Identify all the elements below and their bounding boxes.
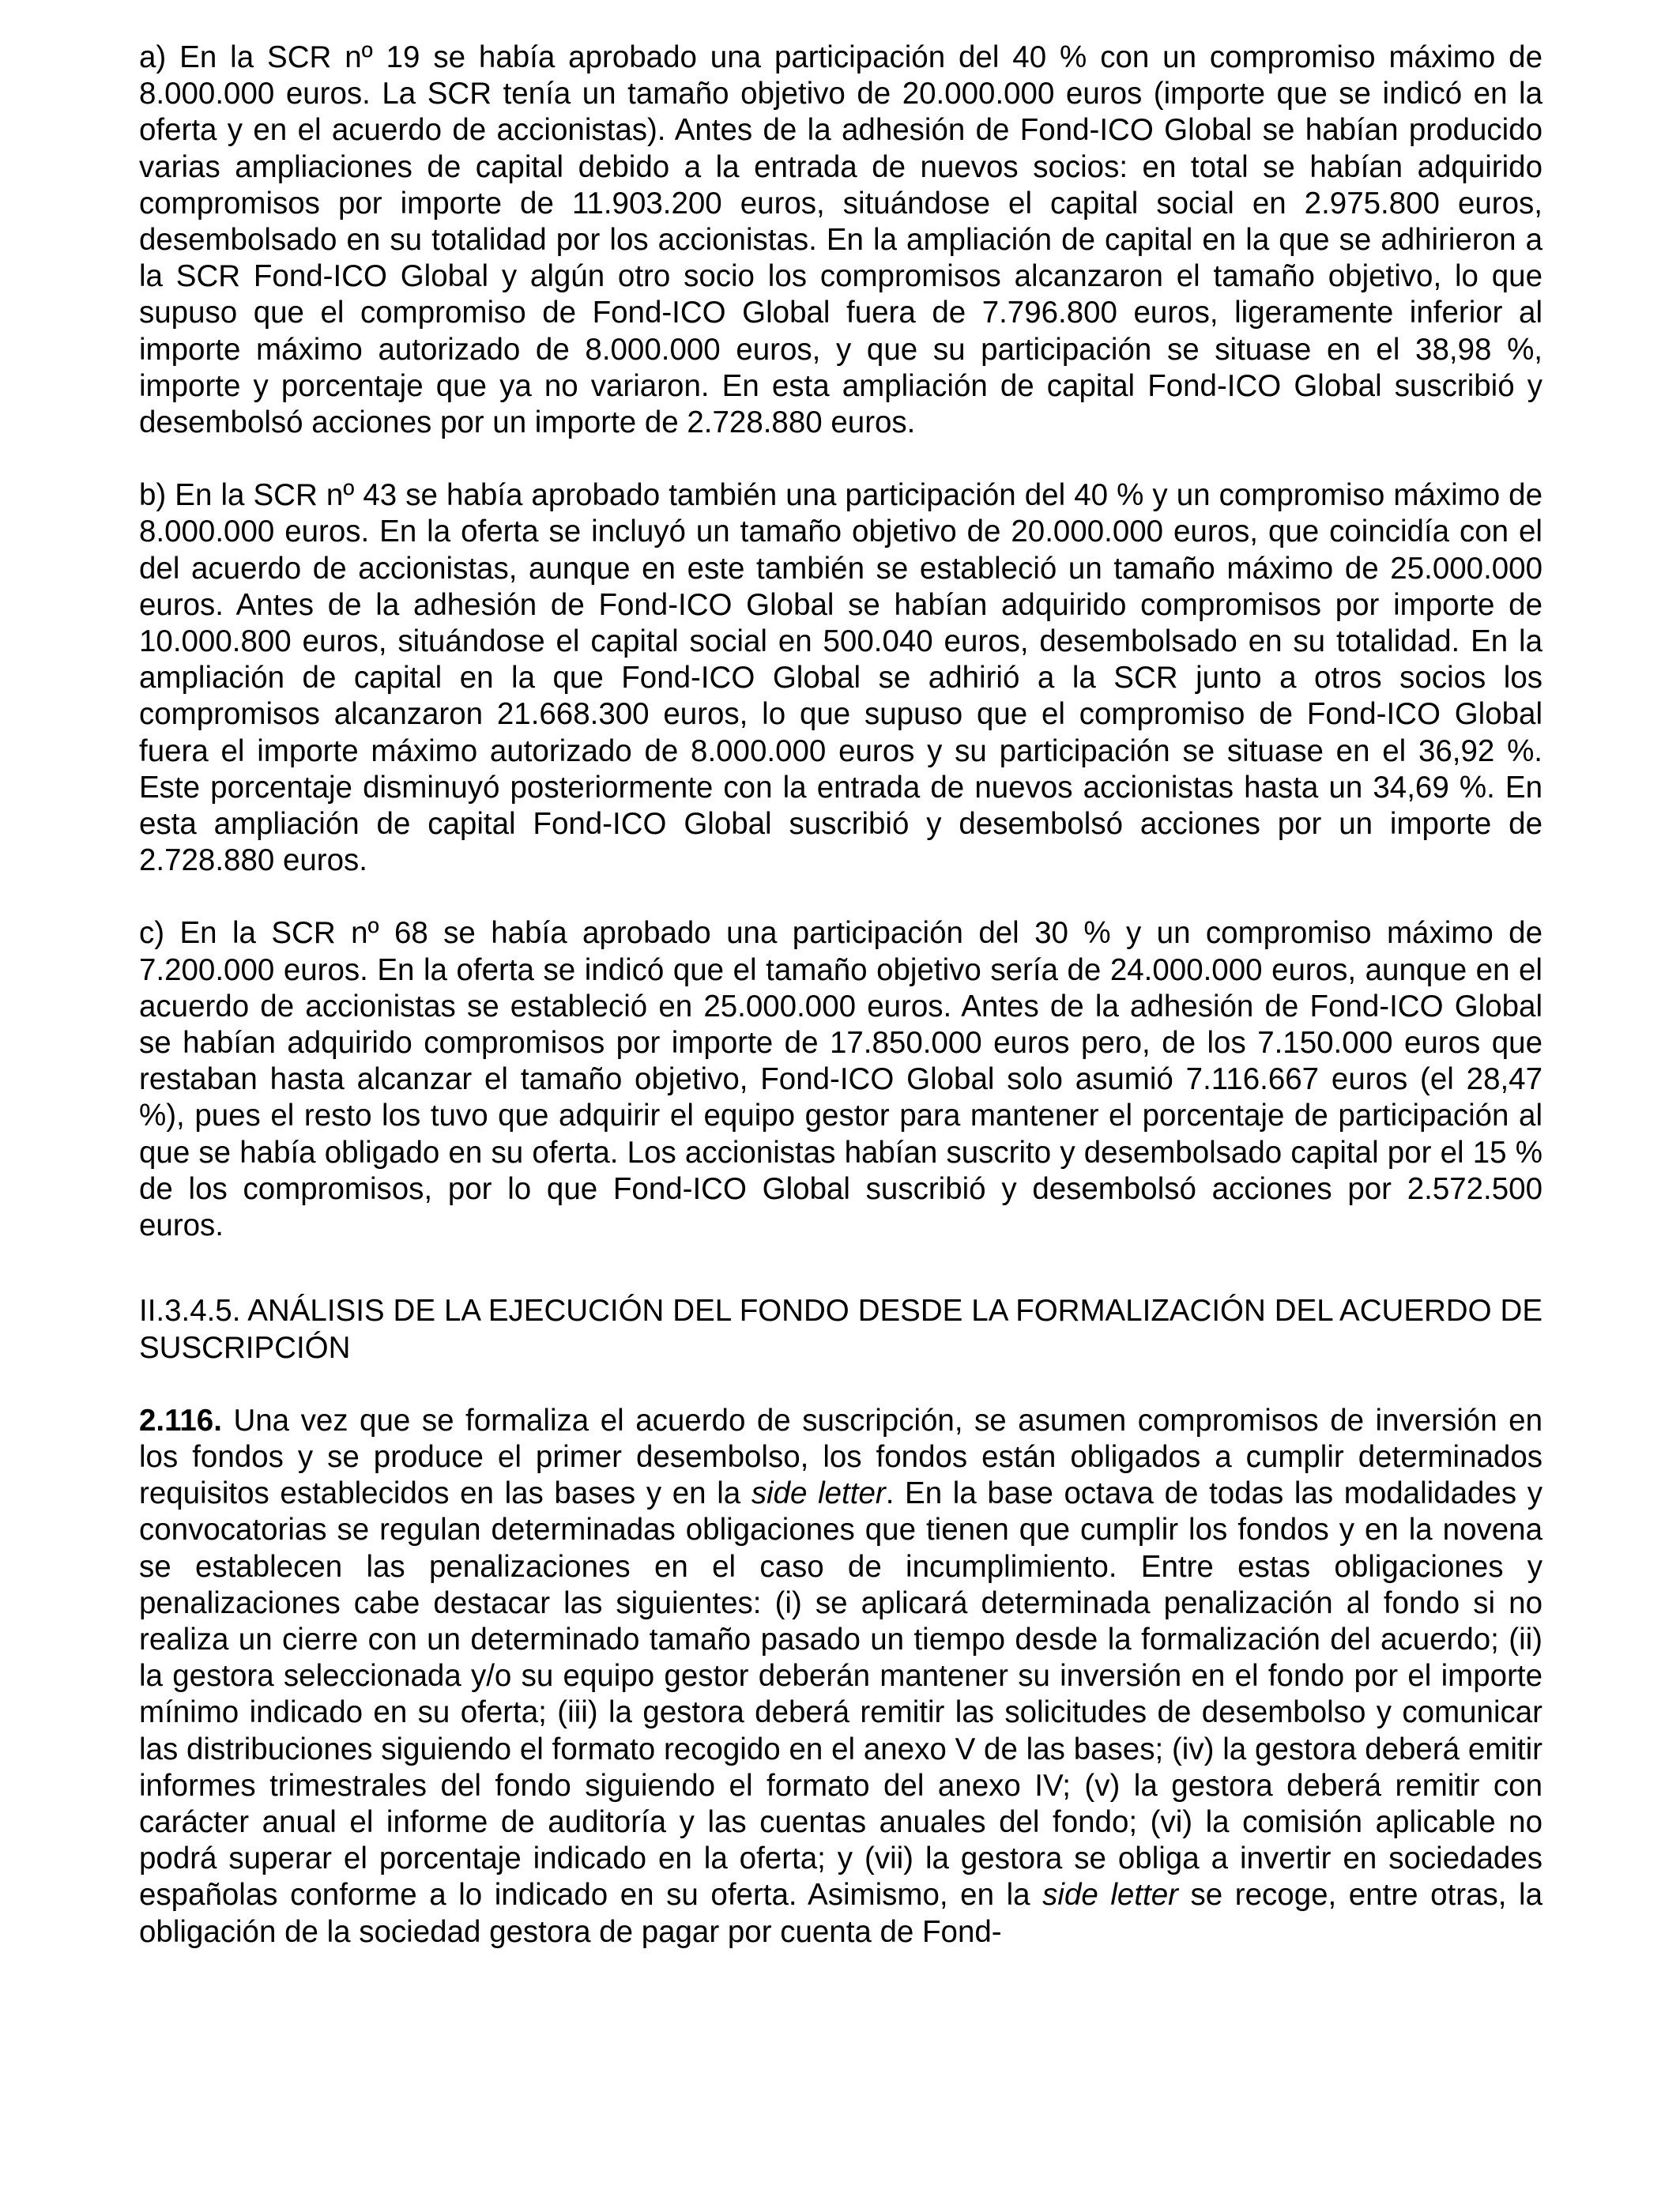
paragraph-2116: [139, 1403, 1543, 1951]
paragraph-scr-19: a) En la SCR nº 19 se había aprobado una participación del 40 % con un compromiso máximo de 8.000.000 euros. La SCR tenía un tamaño objetivo de 20.000.000 euros (importe que se indicó en la oferta y en el acuerdo de accionistas). Antes de la adhesión de Fond-ICO Global se habían producido varias ampliaciones de capital debido a la entrada de nuevos socios: en total se habían adquirido compromisos por importe de 11.903.200 euros, situándose el capital social en 2.975.800 euros, desembolsado en su totalidad por los accionistas. En la ampliación de capital en la que se adhirieron a la SCR Fond-ICO Global y algún otro socio los compromisos alcanzaron el tamaño objetivo, lo que supuso que el compromiso de Fond-ICO Global fuera de 7.796.800 euros, ligeramente inferior al importe máximo autorizado de 8.000.000 euros, y que su participación se situase en el 38,98 %, importe y porcentaje que ya no variaron. En esta ampliación de capital Fond-ICO Global suscribió y desembolsó acciones por un importe de 2.728.880 euros.: [139, 40, 1543, 440]
paragraph-scr-43: b) En la SCR nº 43 se había aprobado también una participación del 40 % y un compromiso máximo de 8.000.000 euros. En la oferta se incluyó un tamaño objetivo de 20.000.000 euros, que coincidía con el del acuerdo de accionistas, aunque en este también se estableció un tamaño máximo de 25.000.000 euros. Antes de la adhesión de Fond-ICO Global se habían adquirido compromisos por importe de 10.000.800 euros, situándose el capital social en 500.040 euros, desembolsado en su totalidad. En la ampliación de capital en la que Fond-ICO Global se adhirió a la SCR junto a otros socios los compromisos alcanzaron 21.668.300 euros, lo que supuso que el compromiso de Fond-ICO Global fuera el importe máximo autorizado de 8.000.000 euros y su participación se situase en el 36,92 %. Este porcentaje disminuyó posteriormente con la entrada de nuevos accionistas hasta un 34,69 %. En esta ampliación de capital Fond-ICO Global suscribió y desembolsó acciones por un importe de 2.728.880 euros.: [139, 478, 1543, 878]
paragraph-text: se recoge, entre otras, la obligación de la sociedad gestora de pagar por cuenta de Fond-: [139, 1878, 1543, 1949]
spacer: [139, 1367, 1543, 1403]
spacer: [139, 1244, 1543, 1293]
document-page: [139, 40, 1543, 1951]
spacer: [139, 879, 1543, 915]
paragraph-text: Una vez que se formaliza el acuerdo de suscripción, se asumen compromisos de inversión en los fondos y se produce el primer desembolso, los fondos están obligados a cumplir determinados requisitos establecidos en las bases y en la: [139, 1403, 1543, 1511]
italic-term: side letter: [751, 1476, 886, 1511]
spacer: [139, 441, 1543, 477]
paragraph-scr-68: c) En la SCR nº 68 se había aprobado una participación del 30 % y un compromiso máximo de 7.200.000 euros. En la oferta se indicó que el tamaño objetivo sería de 24.000.000 euros, aunque en el acuerdo de accionistas se estableció en 25.000.000 euros. Antes de la adhesión de Fond-ICO Global se habían adquirido compromisos por importe de 17.850.000 euros pero, de los 7.150.000 euros que restaban hasta alcanzar el tamaño objetivo, Fond-ICO Global solo asumió 7.116.667 euros (el 28,47 %), pues el resto los tuvo que adquirir el equipo gestor para mantener el porcentaje de participación al que se había obligado en su oferta. Los accionistas habían suscrito y desembolsado capital por el 15 % de los compromisos, por lo que Fond-ICO Global suscribió y desembolsó acciones por 2.572.500 euros.: [139, 916, 1543, 1243]
paragraph-text: . En la base octava de todas las modalidades y convocatorias se regulan determinadas obligaciones que tienen que cumplir los fondos y en la novena se establecen las penalizaciones en el caso de incumplimiento. Entre estas obligaciones y penalizaciones cabe destacar las siguientes: (i) se aplicará determinada penalización al fondo si no realiza un cierre con un determinado tamaño pasado un tiempo desde la formalización del acuerdo; (ii) la gestora seleccionada y/o su equipo gestor deberán mantener su inversión en el fondo por el importe mínimo indicado en su oferta; (iii) la gestora deberá remitir las solicitudes de desembolso y comunicar las distribuciones siguiendo el formato recogido en el anexo V de las bases; (iv) la gestora deberá emitir informes trimestrales del fondo siguiendo el formato del anexo IV; (v) la gestora deberá remitir con carácter anual el informe de auditoría y las cuentas anuales del fondo; (vi) la comisión aplicable no podrá superar el porcentaje indicado en la oferta; y (vii) la gestora se obliga a invertir en sociedades españolas conforme a lo indicado en su oferta. Asimismo, en la: [139, 1476, 1543, 1913]
italic-term: side letter: [1042, 1878, 1178, 1913]
paragraph-number: 2.116.: [139, 1403, 222, 1438]
section-heading: II.3.4.5. ANÁLISIS DE LA EJECUCIÓN DEL FONDO DESDE LA FORMALIZACIÓN DEL ACUERDO DE SUSCRIPCIÓN: [139, 1294, 1543, 1365]
